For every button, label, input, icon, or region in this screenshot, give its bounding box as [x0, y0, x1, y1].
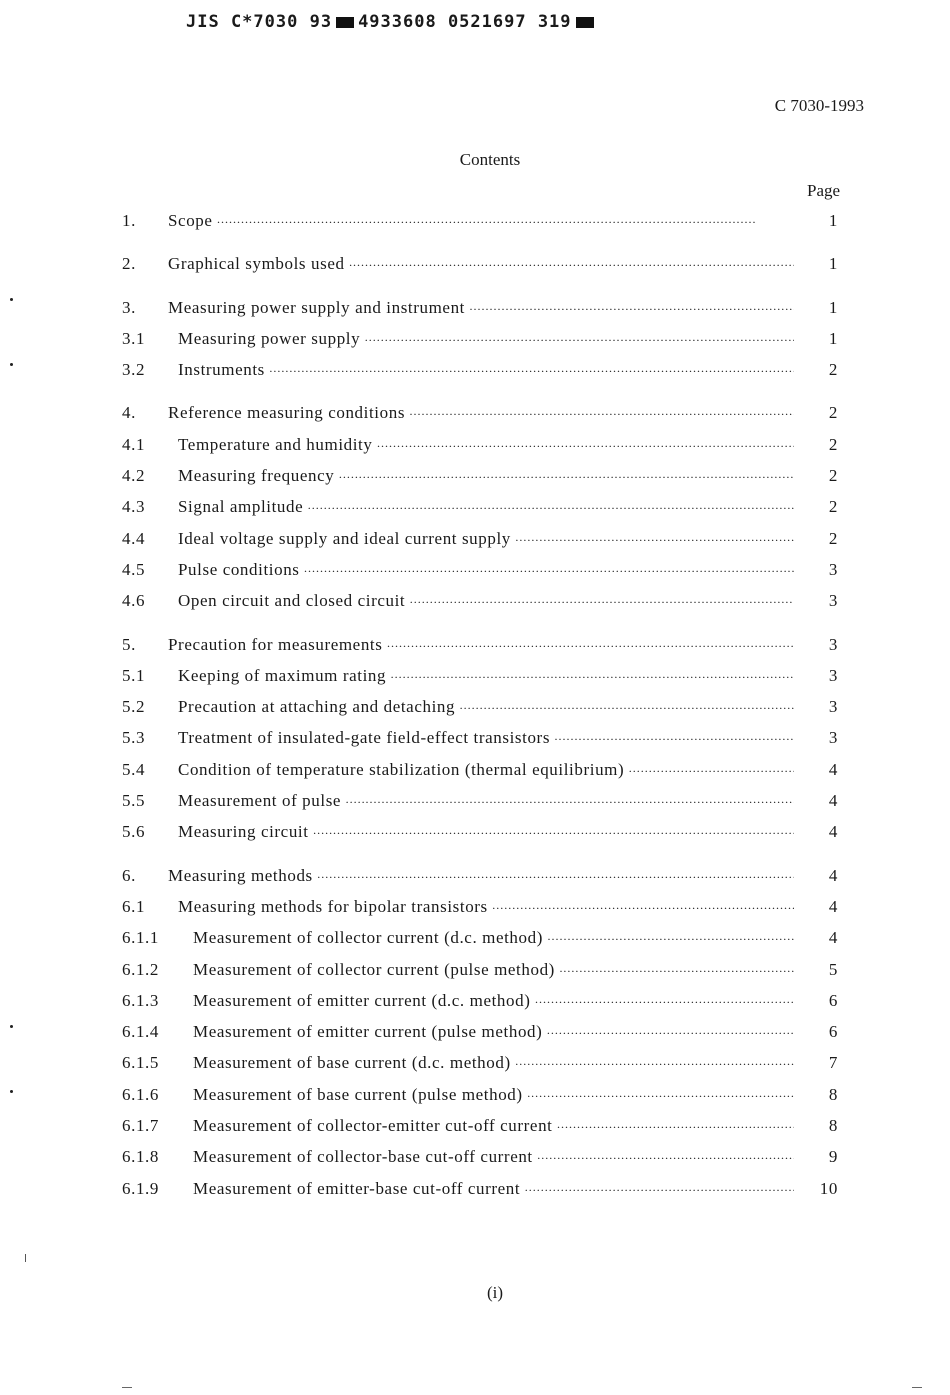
toc-entry-number: 6. [122, 865, 136, 885]
toc-entry-page: 4 [828, 822, 838, 842]
dot-leader [546, 1018, 794, 1049]
redaction-block [336, 17, 354, 28]
dot-leader [269, 356, 794, 387]
toc-entry [122, 1110, 842, 1141]
dot-leader [304, 556, 794, 587]
toc-entry-page: 3 [828, 591, 838, 611]
toc-entry [122, 1141, 842, 1172]
dot-leader [217, 207, 794, 238]
toc-entry-number: 1. [122, 211, 136, 230]
toc-entry-number: 6.1.8 [122, 1147, 159, 1167]
toc-entry-number: 4.2 [122, 466, 146, 486]
toc-entry-page: 9 [828, 1147, 838, 1167]
toc-entry-number: 6.1.1 [122, 928, 159, 948]
dot-leader [317, 862, 794, 893]
toc-entry [122, 248, 842, 279]
toc-entry-page: 4 [828, 896, 838, 916]
toc-entry-number: 4.1 [122, 434, 146, 454]
toc-entry-title: Measurement of collector-emitter cut-off current [193, 1116, 553, 1136]
scan-speck [10, 363, 13, 366]
toc-entry [122, 354, 842, 385]
toc-entry-page: 8 [828, 1116, 838, 1136]
toc-entry-number: 4.4 [122, 528, 146, 548]
toc-entry-number: 5.3 [122, 728, 146, 748]
scan-code-text-2: 4933608 0521697 319 [358, 12, 572, 32]
toc-entry-title: Measurement of emitter-base cut-off current [193, 1178, 521, 1198]
toc-entry-page: 1 [828, 211, 838, 230]
dot-leader [534, 987, 794, 1018]
toc-entry-title: Measurement of emitter current (d.c. method) [193, 990, 531, 1010]
toc-entry-page: 4 [828, 791, 838, 811]
toc-entry-title: Measuring circuit [178, 822, 309, 842]
dot-leader [469, 294, 794, 325]
toc-entry-page: 2 [828, 434, 838, 454]
toc-entry [122, 323, 842, 354]
toc-entry-title: Measurement of base current (pulse method) [193, 1084, 523, 1104]
dot-leader [628, 756, 794, 787]
toc-entry-title: Treatment of insulated-gate field-effect transistors [178, 728, 551, 748]
toc-entry-page: 3 [828, 665, 838, 685]
redaction-block [576, 17, 594, 28]
dot-leader [409, 587, 794, 618]
scan-code-text: JIS C*7030 93 [186, 12, 333, 32]
toc-entry-page: 7 [828, 1053, 838, 1073]
dot-leader [554, 724, 794, 755]
toc-entry-title: Measurement of pulse [178, 791, 342, 811]
table-of-contents [122, 205, 842, 1204]
document-number: C 7030-1993 [774, 96, 864, 115]
dot-leader [345, 787, 794, 818]
toc-entry-page: 1 [828, 254, 838, 274]
toc-entry-page: 10 [819, 1178, 838, 1198]
scan-mark [912, 1387, 922, 1388]
dot-leader [377, 431, 795, 462]
toc-entry-number: 6.1.4 [122, 1022, 159, 1042]
dot-leader [492, 893, 794, 924]
dot-leader [547, 924, 794, 955]
toc-entry-page: 2 [828, 497, 838, 517]
toc-entry [122, 722, 842, 753]
scan-mark [122, 1387, 132, 1388]
toc-entry-page: 4 [828, 865, 838, 885]
toc-entry-number: 6.1.2 [122, 959, 159, 979]
toc-entry [122, 1047, 842, 1078]
scan-mark [25, 1254, 26, 1262]
toc-entry-title: Open circuit and closed circuit [178, 591, 406, 611]
toc-entry-title: Keeping of maximum rating [178, 665, 387, 685]
dot-leader [307, 493, 794, 524]
toc-entry-page: 2 [828, 528, 838, 548]
toc-entry-page: 4 [828, 759, 838, 779]
toc-entry [122, 429, 842, 460]
dot-leader [386, 631, 794, 662]
toc-entry-number: 5.4 [122, 759, 146, 779]
toc-entry-page: 2 [828, 466, 838, 486]
toc-entry [122, 691, 842, 722]
toc-entry-title: Condition of temperature stabilization (thermal equilibrium) [178, 759, 625, 779]
toc-entry-number: 5.5 [122, 791, 146, 811]
toc-entry-page: 3 [828, 559, 838, 579]
toc-entry [122, 523, 842, 554]
toc-entry-page: 3 [828, 728, 838, 748]
toc-entry-page: 6 [828, 1022, 838, 1042]
toc-entry [122, 985, 842, 1016]
toc-entry-title: Precaution for measurements [168, 634, 383, 654]
toc-entry [122, 954, 842, 985]
toc-entry [122, 585, 842, 616]
toc-entry-title: Ideal voltage supply and ideal current supply [178, 528, 511, 548]
toc-entry [122, 860, 842, 891]
toc-entry [122, 816, 842, 847]
toc-entry-number: 3.2 [122, 360, 146, 380]
toc-entry [122, 1016, 842, 1047]
scan-speck [10, 1025, 13, 1028]
toc-entry-title: Measuring frequency [178, 466, 335, 486]
toc-entry-title: Measurement of collector current (pulse method) [193, 959, 555, 979]
toc-entry [122, 205, 842, 236]
scan-speck [10, 1090, 13, 1093]
toc-entry-title: Graphical symbols used [168, 254, 345, 274]
toc-entry-title: Temperature and humidity [178, 434, 373, 454]
dot-leader [349, 250, 794, 281]
toc-entry-page: 6 [828, 990, 838, 1010]
toc-entry-number: 2. [122, 254, 136, 274]
dot-leader [524, 1175, 794, 1206]
toc-entry-title: Measurement of collector-base cut-off current [193, 1147, 533, 1167]
toc-entry-page: 8 [828, 1084, 838, 1104]
toc-entry [122, 1079, 842, 1110]
toc-entry [122, 554, 842, 585]
toc-entry-number: 5.2 [122, 697, 146, 717]
toc-entry [122, 785, 842, 816]
dot-leader [338, 462, 794, 493]
toc-entry-title: Measuring power supply [178, 328, 361, 348]
toc-entry-number: 6.1 [122, 896, 146, 916]
toc-entry-title: Instruments [178, 360, 265, 380]
toc-entry-title: Measuring methods for bipolar transistors [178, 896, 488, 916]
toc-entry [122, 1173, 842, 1204]
dot-leader [364, 325, 794, 356]
toc-entry-number: 5.1 [122, 665, 146, 685]
toc-entry-number: 6.1.6 [122, 1084, 159, 1104]
toc-entry-title: Precaution at attaching and detaching [178, 697, 456, 717]
toc-entry-title: Pulse conditions [178, 559, 300, 579]
toc-entry-title: Measurement of base current (d.c. method) [193, 1053, 511, 1073]
toc-entry-title: Reference measuring conditions [168, 403, 406, 423]
toc-entry-number: 4. [122, 403, 136, 423]
dot-leader [515, 1049, 794, 1080]
toc-entry [122, 292, 842, 323]
toc-entry [122, 891, 842, 922]
toc-entry-number: 6.1.7 [122, 1116, 159, 1136]
toc-entry-page: 4 [828, 928, 838, 948]
toc-entry-title: Measurement of collector current (d.c. method) [193, 928, 543, 948]
toc-entry-title: Measuring methods [168, 865, 313, 885]
page-column-label: Page [807, 181, 841, 200]
toc-entry-number: 3.1 [122, 328, 146, 348]
dot-leader [515, 525, 794, 556]
toc-entry [122, 460, 842, 491]
toc-entry-title: Signal amplitude [178, 497, 304, 517]
toc-entry [122, 660, 842, 691]
toc-entry-title: Measuring power supply and instrument [168, 297, 465, 317]
dot-leader [537, 1143, 794, 1174]
toc-entry-page: 3 [828, 634, 838, 654]
toc-entry-number: 6.1.9 [122, 1178, 159, 1198]
dot-leader [390, 662, 794, 693]
toc-entry-number: 4.3 [122, 497, 146, 517]
toc-entry-number: 6.1.3 [122, 990, 159, 1010]
toc-entry-number: 5. [122, 634, 136, 654]
toc-entry-number: 4.6 [122, 591, 146, 611]
toc-entry-page: 1 [828, 328, 838, 348]
dot-leader [313, 818, 794, 849]
toc-entry [122, 397, 842, 428]
toc-entry [122, 491, 842, 522]
dot-leader [409, 399, 794, 430]
toc-entry-number: 4.5 [122, 559, 146, 579]
toc-entry [122, 922, 842, 953]
scan-header-code [186, 12, 594, 32]
toc-entry-number: 3. [122, 297, 136, 317]
toc-entry-page: 1 [828, 297, 838, 317]
toc-entry-number: 6.1.5 [122, 1053, 159, 1073]
toc-entry-page: 5 [828, 959, 838, 979]
dot-leader [527, 1081, 794, 1112]
dot-leader [557, 1112, 795, 1143]
dot-leader [559, 956, 794, 987]
toc-entry-page: 3 [828, 697, 838, 717]
toc-entry-page: 2 [828, 403, 838, 423]
toc-entry-page: 2 [828, 360, 838, 380]
toc-entry-title: Measurement of emitter current (pulse method) [193, 1022, 543, 1042]
page-title: Contents [459, 150, 521, 169]
toc-entry-title: Scope [168, 211, 213, 230]
dot-leader [459, 693, 794, 724]
scan-speck [10, 298, 13, 301]
toc-entry [122, 754, 842, 785]
toc-entry [122, 629, 842, 660]
toc-entry-number: 5.6 [122, 822, 146, 842]
page-number-footer: (i) [486, 1283, 504, 1302]
